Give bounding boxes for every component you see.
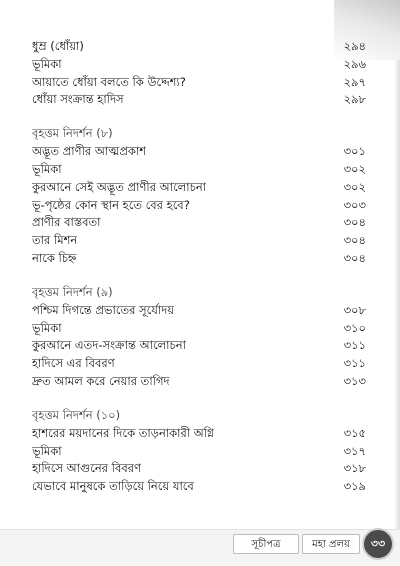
toc-entry-page: ২৯৭ — [343, 74, 366, 89]
toc-entry-page: ২৯৬ — [343, 56, 366, 71]
toc-entry-title: অদ্ভূত প্রাণীর আত্মপ্রকাশ — [32, 144, 147, 159]
toc-entry-page: ৩১৩ — [343, 373, 366, 388]
toc-entry-page: ৩০১ — [343, 144, 366, 159]
toc-entry-page: ৩১১ — [343, 338, 366, 353]
toc-entry-title: ধোঁয়া সংক্রান্ত হাদিস — [32, 92, 124, 107]
toc-section-2 — [32, 124, 366, 268]
toc-entry-title: আয়াতে ধোঁয়া বলতে কি উদ্দেশ্য? — [32, 74, 186, 89]
toc-entry[interactable] — [32, 38, 366, 56]
toc-entry[interactable] — [32, 320, 366, 338]
toc-entry-page: ৩১১ — [343, 356, 366, 371]
toc-entry-title: ভূমিকা — [32, 443, 62, 458]
toc-entry[interactable] — [32, 179, 366, 197]
toc-entry[interactable] — [32, 197, 366, 215]
toc-entry-title: ভূমিকা — [32, 320, 62, 335]
toc-entry-page: ২৯৪ — [343, 39, 366, 53]
toc-entry[interactable] — [32, 478, 366, 496]
toc-entry-page: ৩১৫ — [343, 425, 366, 440]
toc-entry-page: ৩০৮ — [343, 302, 366, 317]
toc-entry-title: কুরআনে সেই অদ্ভূত প্রাণীর আলোচনা — [32, 179, 207, 194]
toc-entry-page: ২৯৮ — [343, 92, 366, 107]
toc-entry[interactable] — [32, 425, 366, 443]
toc-entry-title: নাকে চিহ্ন — [32, 250, 77, 265]
toc-entry[interactable] — [32, 355, 366, 373]
toc-entry-page: ৩০২ — [343, 179, 366, 194]
toc-entry-title: কুরআনে এতদ-সংক্রান্ত আলোচনা — [32, 338, 186, 353]
toc-entry[interactable] — [32, 250, 366, 268]
toc-entry-page: ৩১৮ — [343, 461, 366, 476]
toc-entry-title: ভূমিকা — [32, 56, 62, 71]
toc-entry-title: ধুম্র (ধোঁয়া) — [32, 39, 84, 53]
toc-entry-title: প্রাণীর বাস্তবতা — [32, 215, 101, 230]
toc-entry[interactable] — [32, 460, 366, 478]
page-number-badge: ৩৩ — [362, 528, 394, 560]
toc-entry-title: হাদিসে আগুনের বিবরণ — [32, 461, 142, 476]
toc-entry[interactable] — [32, 74, 366, 92]
toc-entry-title: দ্রুত আমল করে নেয়ার তাগিদ — [32, 373, 170, 388]
toc-entry-title: ভূমিকা — [32, 161, 62, 176]
table-of-contents — [32, 38, 366, 511]
section-heading: বৃহত্তম নিদর্শন (৮) — [32, 126, 113, 141]
toc-entry-title: যেভাবে মানুষকে তাড়িয়ে নিয়ে যাবে — [32, 479, 194, 494]
footer-section-label: সূচীপত্র — [233, 534, 299, 554]
section-heading: বৃহত্তম নিদর্শন (১০) — [32, 407, 121, 422]
toc-entry-page: ৩১০ — [343, 320, 366, 335]
toc-entry[interactable] — [32, 91, 366, 109]
toc-entry[interactable] — [32, 302, 366, 320]
toc-entry-title: হাশরের ময়দানের দিকে তাড়নাকারী অগ্নি — [32, 425, 214, 440]
toc-entry-page: ৩০৩ — [343, 197, 366, 212]
toc-entry-title: ভূ-পৃষ্ঠের কোন স্থান হতে বের হবে? — [32, 197, 190, 212]
footer-book-title: মহা প্রলয় — [302, 534, 360, 554]
toc-section-1 — [32, 38, 366, 109]
toc-entry[interactable] — [32, 214, 366, 232]
page-footer — [0, 529, 400, 566]
toc-entry-title: পশ্চিম দিগন্তে প্রভাতের সূর্যোদয় — [32, 302, 175, 317]
toc-entry[interactable] — [32, 337, 366, 355]
toc-entry-page: ৩১৯ — [343, 479, 366, 494]
toc-entry-page: ৩০২ — [343, 161, 366, 176]
toc-section-3 — [32, 283, 366, 391]
toc-entry[interactable] — [32, 161, 366, 179]
toc-entry-page: ৩০৪ — [343, 250, 366, 265]
toc-entry[interactable] — [32, 232, 366, 250]
toc-entry[interactable] — [32, 143, 366, 161]
toc-entry-title: হাদিসে এর বিবরণ — [32, 356, 115, 371]
toc-entry-page: ৩০৪ — [343, 233, 366, 248]
section-heading: বৃহত্তম নিদর্শন (৯) — [32, 284, 113, 299]
toc-entry[interactable] — [32, 443, 366, 461]
toc-entry[interactable] — [32, 373, 366, 391]
toc-section-4 — [32, 406, 366, 496]
toc-entry-page: ৩১৭ — [343, 443, 366, 458]
toc-entry[interactable] — [32, 56, 366, 74]
page-edge-shadow — [394, 60, 400, 530]
toc-entry-page: ৩০৪ — [343, 215, 366, 230]
toc-entry-title: তার মিশন — [32, 233, 78, 248]
